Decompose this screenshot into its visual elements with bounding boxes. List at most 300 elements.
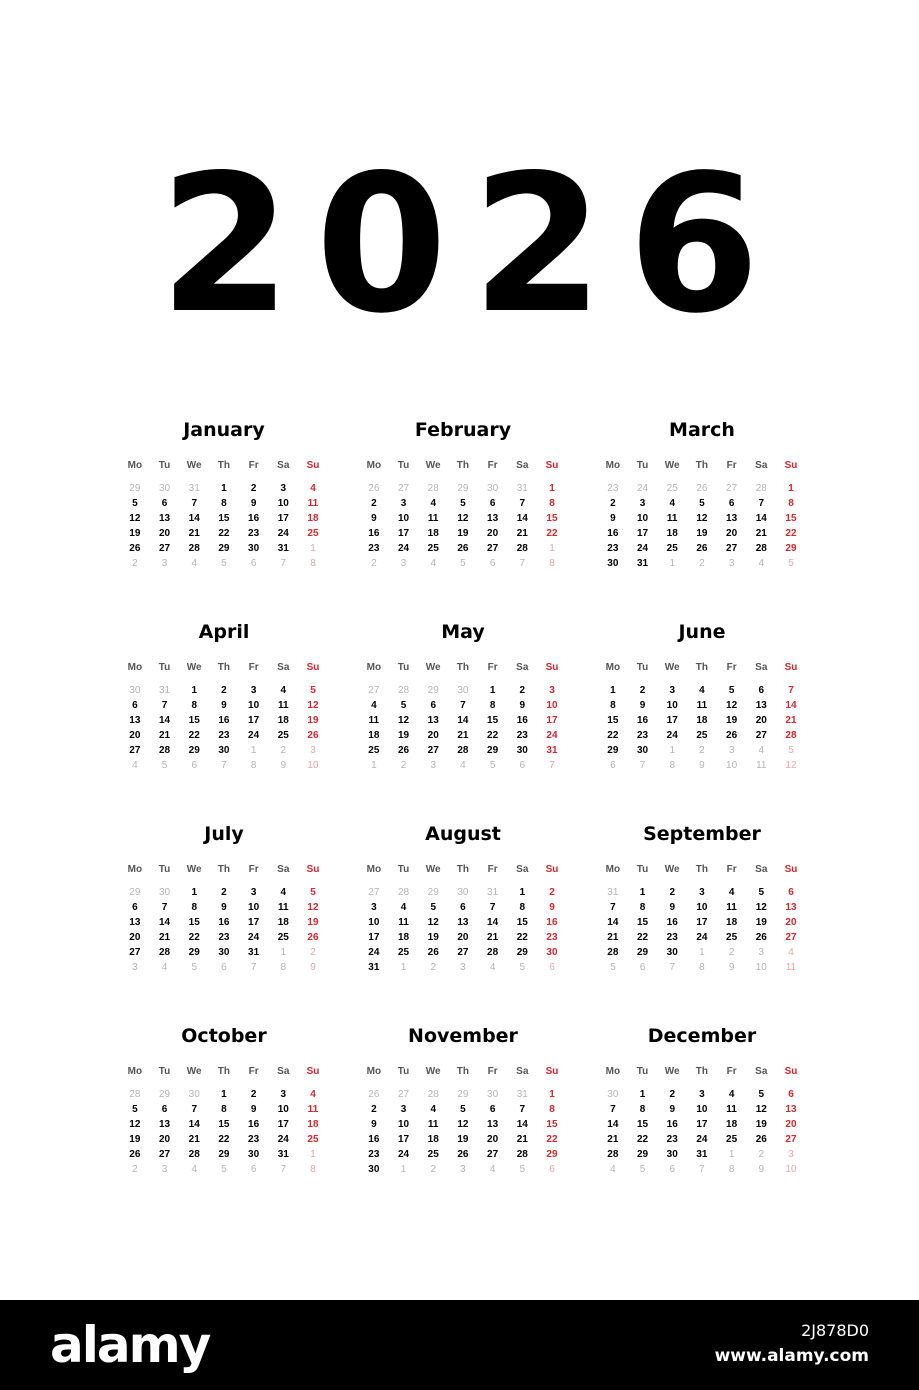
day-cell: 11 [666, 513, 678, 524]
day-cell: 29 [516, 947, 528, 958]
day-cell: 30 [666, 947, 678, 958]
day-cell: 5 [460, 498, 466, 509]
weekday-label: Tu [397, 1066, 410, 1077]
week-row [120, 481, 328, 496]
day-cell: 4 [430, 498, 436, 509]
day-cell: 26 [726, 730, 738, 741]
day-cell: 2 [669, 887, 675, 898]
day-cell: 20 [487, 528, 499, 539]
day-cell: 17 [277, 1119, 289, 1130]
day-cell: 3 [161, 558, 168, 569]
day-cell: 22 [636, 932, 649, 943]
day-cell: 4 [430, 1104, 436, 1115]
day-cell: 2 [250, 483, 257, 494]
day-cell: 8 [191, 700, 197, 711]
weekday-label: Sa [516, 460, 529, 471]
day-cell: 26 [307, 730, 319, 741]
day-cell: 12 [785, 760, 797, 771]
week-row [359, 1147, 567, 1162]
day-cell: 30 [368, 1164, 380, 1175]
weekday-header [598, 459, 806, 472]
day-cell: 3 [280, 1089, 287, 1100]
day-cell: 11 [427, 1119, 439, 1130]
day-cell: 3 [400, 558, 407, 569]
day-cell: 23 [218, 730, 230, 741]
month-december [598, 1024, 806, 1177]
week-row [598, 526, 806, 541]
day-cell: 24 [546, 730, 558, 741]
week-row [359, 1162, 567, 1177]
day-cell: 2 [639, 685, 646, 696]
day-cell: 14 [755, 513, 767, 524]
day-cell: 17 [636, 528, 649, 539]
day-cell: 23 [666, 932, 678, 943]
day-cell: 6 [161, 498, 168, 509]
day-cell: 21 [158, 932, 171, 943]
day-cell: 11 [726, 1104, 737, 1115]
day-cell: 30 [546, 947, 558, 958]
day-cell: 10 [248, 902, 260, 913]
day-cell: 24 [368, 947, 380, 958]
day-cell: 28 [158, 947, 171, 958]
day-cell: 16 [546, 917, 558, 928]
month-march [598, 418, 806, 571]
day-cell: 30 [218, 745, 230, 756]
day-cell: 30 [487, 483, 499, 494]
week-row [598, 1117, 806, 1132]
day-cell: 1 [191, 887, 197, 898]
day-cell: 22 [218, 528, 230, 539]
day-cell: 15 [516, 917, 528, 928]
day-cell: 25 [696, 730, 708, 741]
day-cell: 25 [277, 932, 289, 943]
day-cell: 16 [516, 715, 528, 726]
day-cell: 18 [666, 528, 678, 539]
day-cell: 8 [489, 700, 496, 711]
day-cell: 30 [457, 887, 469, 898]
month-august [359, 822, 567, 975]
day-cell: 15 [546, 1119, 558, 1130]
day-cell: 25 [397, 947, 410, 958]
day-cell: 22 [516, 932, 528, 943]
day-cell: 21 [607, 932, 619, 943]
day-cell: 27 [785, 1134, 797, 1145]
day-cell: 9 [610, 513, 616, 524]
week-row [598, 1162, 806, 1177]
day-cell: 4 [610, 1164, 616, 1175]
day-cell: 1 [371, 760, 377, 771]
day-cell: 4 [191, 558, 197, 569]
weekday-label: Su [306, 460, 320, 471]
day-cell: 21 [188, 528, 200, 539]
day-cell: 26 [696, 543, 708, 554]
day-cell: 2 [699, 745, 705, 756]
week-row [120, 960, 328, 975]
day-cell: 3 [728, 745, 735, 756]
day-cell: 10 [696, 1104, 708, 1115]
day-cell: 14 [607, 917, 619, 928]
day-cell: 22 [546, 1134, 558, 1145]
day-cell: 17 [397, 528, 410, 539]
week-row [359, 743, 567, 758]
week-row [120, 1102, 328, 1117]
day-cell: 5 [788, 558, 794, 569]
week-row [120, 683, 328, 698]
day-cell: 2 [371, 1104, 377, 1115]
day-cell: 2 [280, 745, 287, 756]
day-cell: 28 [755, 543, 767, 554]
week-row [359, 945, 567, 960]
week-row [359, 1102, 567, 1117]
day-cell: 8 [549, 498, 555, 509]
day-cell: 5 [758, 887, 765, 898]
day-cell: 6 [610, 760, 616, 771]
week-row [598, 541, 806, 556]
day-cell: 28 [755, 483, 767, 494]
week-row [120, 698, 328, 713]
day-cell: 23 [218, 932, 230, 943]
weekday-label: Mo [605, 864, 621, 875]
day-cell: 2 [371, 558, 377, 569]
day-cell: 21 [516, 1134, 528, 1145]
day-cell: 24 [666, 730, 678, 741]
week-row [359, 713, 567, 728]
day-cell: 8 [310, 1164, 316, 1175]
day-cell: 17 [248, 917, 260, 928]
day-cell: 14 [158, 917, 171, 928]
day-cell: 7 [519, 558, 526, 569]
day-cell: 9 [371, 1119, 377, 1130]
day-cell: 10 [755, 962, 767, 973]
day-cell: 13 [487, 1119, 499, 1130]
day-cell: 11 [726, 902, 737, 913]
weekday-label: Su [784, 864, 798, 875]
day-cell: 7 [669, 962, 675, 973]
weekday-label: Sa [277, 1066, 290, 1077]
day-cell: 16 [666, 917, 678, 928]
weekday-header [359, 1065, 567, 1078]
day-cell: 24 [248, 932, 260, 943]
day-cell: 5 [191, 962, 197, 973]
day-cell: 18 [277, 715, 289, 726]
day-cell: 3 [549, 685, 555, 696]
day-cell: 7 [549, 760, 555, 771]
day-cell: 11 [696, 700, 708, 711]
day-cell: 7 [161, 700, 168, 711]
week-row [120, 930, 328, 945]
day-cell: 5 [489, 760, 496, 771]
day-cell: 22 [188, 932, 200, 943]
weekday-label: Mo [127, 662, 143, 673]
day-cell: 29 [427, 685, 439, 696]
day-cell: 31 [248, 947, 260, 958]
weekday-label: Sa [516, 1066, 529, 1077]
day-cell: 20 [755, 715, 767, 726]
day-cell: 3 [400, 498, 407, 509]
weekday-label: Su [306, 864, 320, 875]
day-cell: 6 [549, 1164, 555, 1175]
day-cell: 10 [397, 513, 410, 524]
day-cell: 31 [516, 1089, 528, 1100]
day-cell: 7 [280, 1164, 287, 1175]
day-cell: 19 [427, 932, 439, 943]
day-cell: 4 [489, 1164, 496, 1175]
day-cell: 26 [307, 932, 319, 943]
weekday-header [598, 661, 806, 674]
day-cell: 13 [158, 1119, 171, 1130]
day-cell: 19 [307, 917, 319, 928]
day-cell: 10 [696, 902, 708, 913]
weekday-label: Su [545, 1066, 559, 1077]
day-cell: 17 [546, 715, 558, 726]
weekday-label: We [425, 864, 441, 875]
day-cell: 7 [699, 1164, 705, 1175]
day-cell: 20 [158, 528, 171, 539]
weekday-label: Su [784, 662, 798, 673]
day-cell: 5 [132, 1104, 138, 1115]
day-cell: 25 [427, 543, 439, 554]
day-cell: 27 [487, 1149, 499, 1160]
month-september [598, 822, 806, 975]
day-cell: 28 [397, 685, 410, 696]
day-cell: 2 [728, 947, 735, 958]
day-cell: 13 [129, 715, 141, 726]
day-cell: 6 [669, 1164, 675, 1175]
day-cell: 8 [639, 1104, 646, 1115]
day-cell: 24 [277, 528, 289, 539]
day-cell: 30 [218, 947, 230, 958]
week-row [120, 743, 328, 758]
month-name: September [643, 823, 761, 845]
week-row [120, 900, 328, 915]
day-cell: 31 [487, 887, 499, 898]
week-row [359, 1087, 567, 1102]
day-cell: 5 [460, 558, 466, 569]
watermark-url: www.alamy.com [714, 1346, 869, 1366]
day-cell: 19 [129, 528, 141, 539]
week-row [598, 960, 806, 975]
weekday-label: Mo [127, 1066, 143, 1077]
day-cell: 5 [728, 685, 735, 696]
day-cell: 20 [785, 1119, 797, 1130]
weekday-label: Th [217, 662, 231, 673]
weekday-label: We [664, 864, 680, 875]
day-cell: 4 [191, 1164, 197, 1175]
day-cell: 18 [397, 932, 410, 943]
week-row [598, 743, 806, 758]
day-cell: 1 [400, 1164, 407, 1175]
day-cell: 4 [132, 760, 138, 771]
day-cell: 9 [639, 700, 646, 711]
day-cell: 11 [756, 760, 767, 771]
day-cell: 2 [430, 1164, 436, 1175]
day-cell: 27 [457, 947, 469, 958]
day-cell: 10 [248, 700, 260, 711]
day-cell: 26 [696, 483, 708, 494]
day-cell: 22 [785, 528, 797, 539]
day-cell: 21 [158, 730, 171, 741]
weekday-label: Mo [127, 460, 143, 471]
day-cell: 29 [188, 745, 200, 756]
day-cell: 17 [696, 1119, 708, 1130]
day-cell: 23 [368, 543, 380, 554]
weekday-label: Th [695, 460, 709, 471]
day-cell: 29 [129, 483, 141, 494]
day-cell: 4 [310, 483, 316, 494]
day-cell: 2 [430, 962, 436, 973]
day-cell: 18 [696, 715, 708, 726]
day-cell: 15 [546, 513, 558, 524]
day-cell: 28 [129, 1089, 141, 1100]
week-row [359, 541, 567, 556]
day-cell: 3 [699, 887, 705, 898]
day-cell: 8 [280, 962, 287, 973]
day-cell: 13 [129, 917, 141, 928]
day-cell: 26 [755, 1134, 767, 1145]
weekday-label: Tu [636, 460, 649, 471]
day-cell: 15 [218, 513, 230, 524]
day-cell: 9 [728, 962, 735, 973]
day-cell: 7 [460, 700, 466, 711]
week-row [359, 683, 567, 698]
day-cell: 9 [221, 902, 227, 913]
day-cell: 30 [607, 1089, 619, 1100]
day-cell: 4 [430, 558, 436, 569]
day-cell: 12 [397, 715, 410, 726]
day-cell: 22 [218, 1134, 230, 1145]
month-name: June [678, 621, 726, 643]
day-cell: 6 [728, 498, 735, 509]
day-cell: 27 [397, 1089, 410, 1100]
day-cell: 15 [785, 513, 797, 524]
day-cell: 13 [785, 902, 797, 913]
day-cell: 30 [248, 543, 260, 554]
week-row [120, 1087, 328, 1102]
day-cell: 18 [307, 513, 319, 524]
day-cell: 26 [129, 1149, 141, 1160]
month-january [120, 418, 328, 571]
day-cell: 11 [368, 715, 380, 726]
weekday-label: Mo [366, 864, 382, 875]
day-cell: 22 [636, 1134, 649, 1145]
day-cell: 8 [221, 498, 227, 509]
day-cell: 25 [427, 1149, 439, 1160]
day-cell: 5 [221, 1164, 227, 1175]
day-cell: 22 [188, 730, 200, 741]
day-cell: 28 [188, 1149, 200, 1160]
day-cell: 31 [158, 685, 171, 696]
day-cell: 12 [755, 1104, 767, 1115]
month-name: April [198, 621, 250, 643]
weekday-header [359, 863, 567, 876]
day-cell: 30 [516, 745, 528, 756]
weekday-label: Th [217, 864, 231, 875]
day-cell: 17 [277, 513, 289, 524]
week-row [598, 511, 806, 526]
week-row [120, 885, 328, 900]
day-cell: 20 [129, 932, 141, 943]
day-cell: 18 [726, 917, 738, 928]
day-cell: 28 [607, 947, 619, 958]
day-cell: 3 [250, 685, 257, 696]
day-cell: 16 [218, 715, 230, 726]
day-cell: 3 [400, 1104, 407, 1115]
day-cell: 10 [277, 498, 289, 509]
week-row [359, 758, 567, 773]
day-cell: 14 [188, 513, 200, 524]
day-cell: 15 [607, 715, 619, 726]
month-name: May [441, 621, 485, 643]
day-cell: 12 [129, 513, 141, 524]
day-cell: 8 [788, 498, 794, 509]
day-cell: 6 [489, 498, 496, 509]
day-cell: 1 [519, 887, 526, 898]
day-cell: 10 [785, 1164, 797, 1175]
day-cell: 4 [699, 685, 705, 696]
week-row [598, 915, 806, 930]
week-row [120, 713, 328, 728]
day-cell: 12 [129, 1119, 141, 1130]
day-cell: 5 [519, 962, 526, 973]
day-cell: 25 [307, 528, 319, 539]
day-cell: 5 [400, 700, 407, 711]
day-cell: 5 [221, 558, 227, 569]
week-row [598, 698, 806, 713]
day-cell: 2 [371, 498, 377, 509]
day-cell: 10 [368, 917, 380, 928]
year-title: 2026 [159, 134, 784, 355]
month-name: November [408, 1025, 518, 1047]
day-cell: 18 [427, 528, 439, 539]
weekday-label: Su [784, 1066, 798, 1077]
week-row [359, 960, 567, 975]
day-cell: 7 [610, 902, 616, 913]
week-row [120, 1117, 328, 1132]
day-cell: 7 [280, 558, 287, 569]
month-october [120, 1024, 328, 1177]
day-cell: 2 [519, 685, 526, 696]
day-cell: 13 [457, 917, 469, 928]
day-cell: 10 [397, 1119, 410, 1130]
day-cell: 3 [728, 558, 735, 569]
day-cell: 22 [607, 730, 619, 741]
day-cell: 11 [307, 1104, 319, 1115]
day-cell: 21 [516, 528, 528, 539]
day-cell: 22 [546, 528, 558, 539]
day-cell: 7 [191, 1104, 197, 1115]
day-cell: 3 [758, 947, 765, 958]
weekday-header [359, 459, 567, 472]
week-row [120, 526, 328, 541]
day-cell: 21 [607, 1134, 619, 1145]
day-cell: 12 [755, 902, 767, 913]
week-row [120, 915, 328, 930]
day-cell: 2 [669, 1089, 675, 1100]
day-cell: 1 [549, 543, 555, 554]
day-cell: 30 [158, 887, 171, 898]
weekday-label: Th [456, 1066, 470, 1077]
day-cell: 8 [519, 902, 526, 913]
weekday-label: Sa [277, 662, 290, 673]
weekday-label: We [425, 1066, 441, 1077]
day-cell: 29 [218, 543, 230, 554]
day-cell: 24 [696, 1134, 708, 1145]
day-cell: 18 [368, 730, 380, 741]
day-cell: 30 [487, 1089, 499, 1100]
day-cell: 1 [549, 483, 555, 494]
day-cell: 8 [549, 558, 555, 569]
day-cell: 27 [726, 483, 738, 494]
